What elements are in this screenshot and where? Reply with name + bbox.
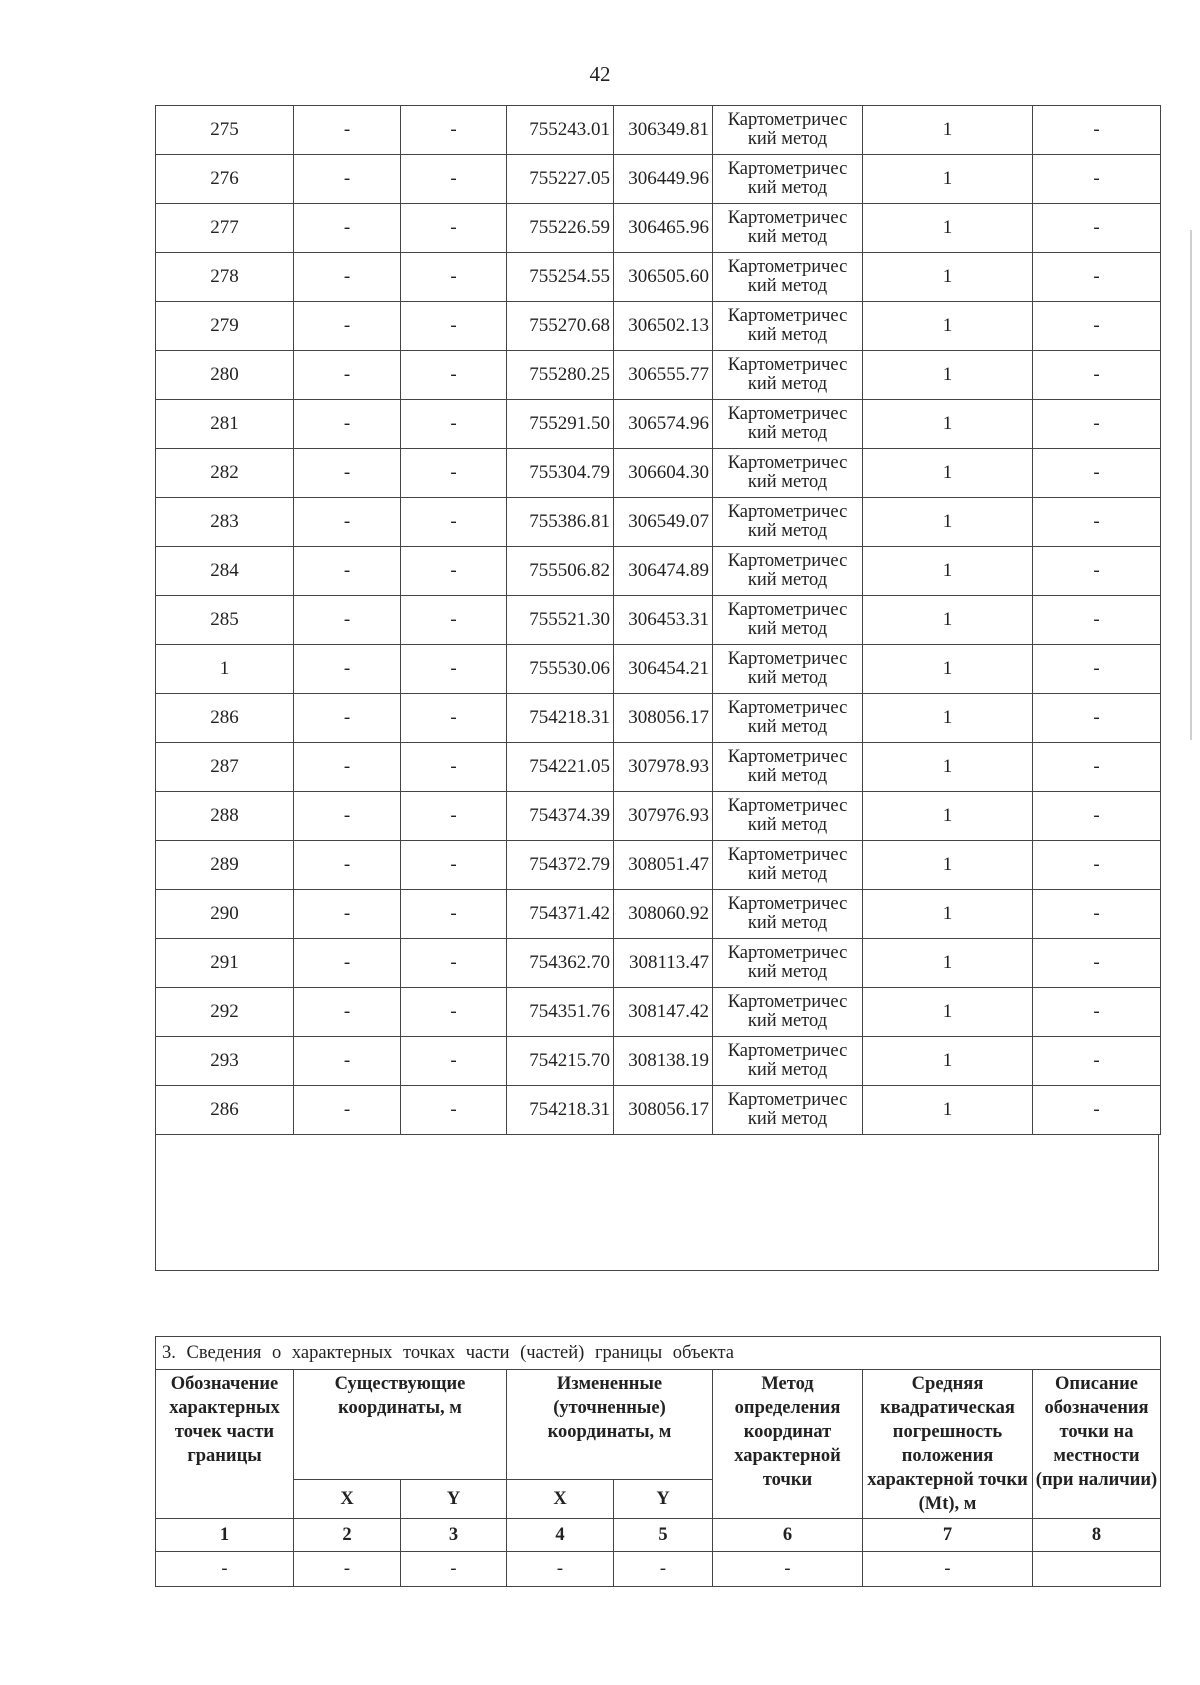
method-cell — [713, 645, 863, 694]
y-cell: 308060.92 — [614, 890, 713, 939]
point-cell: 281 — [156, 400, 294, 449]
page-number: 42 — [589, 62, 611, 86]
header-changed-coords: Измененные (уточненные) координаты, м — [507, 1370, 713, 1480]
y-cell: 306449.96 — [614, 155, 713, 204]
method-line-2: кий метод — [747, 374, 828, 394]
column-index: 6 — [713, 1519, 863, 1552]
section-3-title: 3. Сведения о характерных точках части (частей) границы объекта — [156, 1337, 1161, 1370]
x-cell: 754218.31 — [507, 694, 614, 743]
method-line-2: кий метод — [747, 815, 828, 835]
x-cell: 754351.76 — [507, 988, 614, 1037]
description-cell: - — [1033, 547, 1161, 596]
column-index: 8 — [1033, 1519, 1161, 1552]
accuracy-cell: 1 — [863, 106, 1033, 155]
x-cell: 755291.50 — [507, 400, 614, 449]
y-cell: 306454.21 — [614, 645, 713, 694]
method-line-2: кий метод — [747, 913, 828, 933]
method-cell — [713, 498, 863, 547]
description-cell: - — [1033, 1086, 1161, 1135]
table-row — [156, 351, 1161, 400]
table-row — [156, 792, 1161, 841]
x-cell: 755530.06 — [507, 645, 614, 694]
method-cell — [713, 351, 863, 400]
method-line-1: Картометричес — [727, 649, 848, 669]
description-cell: - — [1033, 645, 1161, 694]
y-cell: 307978.93 — [614, 743, 713, 792]
existing-y-cell: - — [401, 1086, 507, 1135]
method-line-2: кий метод — [747, 619, 828, 639]
y-cell: 308056.17 — [614, 1086, 713, 1135]
y-cell: 306502.13 — [614, 302, 713, 351]
existing-x-cell: - — [294, 547, 401, 596]
existing-y-cell: - — [401, 890, 507, 939]
table-row — [156, 939, 1161, 988]
column-index: 7 — [863, 1519, 1033, 1552]
method-cell — [713, 204, 863, 253]
empty-area — [155, 1135, 1159, 1271]
accuracy-cell: 1 — [863, 743, 1033, 792]
point-cell: 286 — [156, 694, 294, 743]
header-method: Метод определения координат характерной точки — [713, 1370, 863, 1519]
x-cell: 754218.31 — [507, 1086, 614, 1135]
method-line-1: Картометричес — [727, 551, 848, 571]
method-cell — [713, 1086, 863, 1135]
table-row — [156, 743, 1161, 792]
description-cell: - — [1033, 596, 1161, 645]
table-row — [156, 400, 1161, 449]
y-cell: 306453.31 — [614, 596, 713, 645]
existing-y-cell: - — [401, 400, 507, 449]
existing-x-cell: - — [294, 106, 401, 155]
point-cell: 286 — [156, 1086, 294, 1135]
section-3-cell: - — [507, 1552, 614, 1587]
x-cell: 755506.82 — [507, 547, 614, 596]
accuracy-cell: 1 — [863, 1037, 1033, 1086]
existing-y-cell: - — [401, 1037, 507, 1086]
method-cell — [713, 400, 863, 449]
description-cell: - — [1033, 939, 1161, 988]
table-row — [156, 841, 1161, 890]
method-line-1: Картометричес — [727, 355, 848, 375]
method-line-1: Картометричес — [727, 992, 848, 1012]
description-cell: - — [1033, 351, 1161, 400]
table-row — [156, 155, 1161, 204]
accuracy-cell: 1 — [863, 155, 1033, 204]
section-3-cell: - — [401, 1552, 507, 1587]
method-line-2: кий метод — [747, 472, 828, 492]
column-index-row — [156, 1519, 1161, 1552]
table-row — [156, 302, 1161, 351]
y-cell: 306549.07 — [614, 498, 713, 547]
existing-y-cell: - — [401, 351, 507, 400]
existing-x-cell: - — [294, 939, 401, 988]
existing-x-cell: - — [294, 743, 401, 792]
method-line-1: Картометричес — [727, 306, 848, 326]
description-cell: - — [1033, 204, 1161, 253]
method-cell — [713, 694, 863, 743]
x-cell: 755243.01 — [507, 106, 614, 155]
existing-x-cell: - — [294, 596, 401, 645]
method-line-1: Картометричес — [727, 502, 848, 522]
method-line-1: Картометричес — [727, 894, 848, 914]
method-cell — [713, 155, 863, 204]
description-cell: - — [1033, 302, 1161, 351]
method-line-2: кий метод — [747, 766, 828, 786]
accuracy-cell: 1 — [863, 253, 1033, 302]
accuracy-cell: 1 — [863, 498, 1033, 547]
point-cell: 278 — [156, 253, 294, 302]
method-line-2: кий метод — [747, 276, 828, 296]
x-cell: 754215.70 — [507, 1037, 614, 1086]
x-cell: 755304.79 — [507, 449, 614, 498]
x-cell: 754374.39 — [507, 792, 614, 841]
point-cell: 1 — [156, 645, 294, 694]
point-cell: 277 — [156, 204, 294, 253]
description-cell: - — [1033, 841, 1161, 890]
accuracy-cell: 1 — [863, 1086, 1033, 1135]
existing-x-cell: - — [294, 645, 401, 694]
method-line-2: кий метод — [747, 178, 828, 198]
existing-x-cell: - — [294, 841, 401, 890]
method-line-1: Картометричес — [727, 453, 848, 473]
y-cell: 308051.47 — [614, 841, 713, 890]
description-cell: - — [1033, 792, 1161, 841]
column-index: 5 — [614, 1519, 713, 1552]
header-changed-y: Y — [614, 1480, 713, 1519]
x-cell: 754372.79 — [507, 841, 614, 890]
existing-x-cell: - — [294, 302, 401, 351]
section-3-cell: - — [614, 1552, 713, 1587]
point-cell: 279 — [156, 302, 294, 351]
existing-x-cell: - — [294, 204, 401, 253]
header-existing-coords: Существующие координаты, м — [294, 1370, 507, 1480]
existing-x-cell: - — [294, 694, 401, 743]
header-changed-x: X — [507, 1480, 614, 1519]
point-cell: 292 — [156, 988, 294, 1037]
x-cell: 755280.25 — [507, 351, 614, 400]
description-cell: - — [1033, 694, 1161, 743]
point-cell: 284 — [156, 547, 294, 596]
point-cell: 287 — [156, 743, 294, 792]
existing-x-cell: - — [294, 988, 401, 1037]
accuracy-cell: 1 — [863, 351, 1033, 400]
x-cell: 755254.55 — [507, 253, 614, 302]
description-cell: - — [1033, 400, 1161, 449]
table-row — [156, 498, 1161, 547]
method-cell — [713, 302, 863, 351]
x-cell: 754362.70 — [507, 939, 614, 988]
accuracy-cell: 1 — [863, 204, 1033, 253]
method-line-1: Картометричес — [727, 208, 848, 228]
section-3-table — [155, 1336, 1161, 1587]
column-index: 4 — [507, 1519, 614, 1552]
existing-x-cell: - — [294, 498, 401, 547]
y-cell: 308056.17 — [614, 694, 713, 743]
table-row — [156, 1086, 1161, 1135]
description-cell: - — [1033, 1037, 1161, 1086]
y-cell: 306349.81 — [614, 106, 713, 155]
existing-x-cell: - — [294, 449, 401, 498]
table-row — [156, 106, 1161, 155]
method-line-2: кий метод — [747, 717, 828, 737]
point-cell: 289 — [156, 841, 294, 890]
method-line-2: кий метод — [747, 1109, 828, 1129]
section-3 — [155, 1336, 1160, 1587]
x-cell: 754371.42 — [507, 890, 614, 939]
column-index: 2 — [294, 1519, 401, 1552]
section-3-cell — [1033, 1552, 1161, 1587]
method-cell — [713, 939, 863, 988]
y-cell: 306604.30 — [614, 449, 713, 498]
method-cell — [713, 106, 863, 155]
method-line-1: Картометричес — [727, 257, 848, 277]
accuracy-cell: 1 — [863, 694, 1033, 743]
table-row — [156, 547, 1161, 596]
point-cell: 291 — [156, 939, 294, 988]
point-cell: 283 — [156, 498, 294, 547]
table-row — [156, 890, 1161, 939]
method-line-1: Картометричес — [727, 600, 848, 620]
method-cell — [713, 841, 863, 890]
accuracy-cell: 1 — [863, 547, 1033, 596]
existing-y-cell: - — [401, 449, 507, 498]
method-cell — [713, 596, 863, 645]
x-cell: 755226.59 — [507, 204, 614, 253]
description-cell: - — [1033, 155, 1161, 204]
scan-edge-line — [1190, 230, 1192, 740]
accuracy-cell: 1 — [863, 449, 1033, 498]
method-line-2: кий метод — [747, 962, 828, 982]
accuracy-cell: 1 — [863, 302, 1033, 351]
header-point-designation: Обозначение характерных точек части границы — [156, 1370, 294, 1519]
method-line-1: Картометричес — [727, 404, 848, 424]
table-row — [156, 596, 1161, 645]
y-cell: 307976.93 — [614, 792, 713, 841]
existing-y-cell: - — [401, 841, 507, 890]
description-cell: - — [1033, 890, 1161, 939]
y-cell: 306465.96 — [614, 204, 713, 253]
method-cell — [713, 253, 863, 302]
description-cell: - — [1033, 743, 1161, 792]
method-line-1: Картометричес — [727, 159, 848, 179]
existing-y-cell: - — [401, 106, 507, 155]
coordinates-table — [155, 105, 1161, 1135]
accuracy-cell: 1 — [863, 890, 1033, 939]
section-3-cell: - — [294, 1552, 401, 1587]
point-cell: 288 — [156, 792, 294, 841]
y-cell: 306574.96 — [614, 400, 713, 449]
method-line-2: кий метод — [747, 1011, 828, 1031]
y-cell: 306555.77 — [614, 351, 713, 400]
section-3-cell: - — [713, 1552, 863, 1587]
description-cell: - — [1033, 498, 1161, 547]
existing-y-cell: - — [401, 792, 507, 841]
x-cell: 755386.81 — [507, 498, 614, 547]
x-cell: 755270.68 — [507, 302, 614, 351]
description-cell: - — [1033, 988, 1161, 1037]
method-line-2: кий метод — [747, 668, 828, 688]
point-cell: 290 — [156, 890, 294, 939]
method-line-2: кий метод — [747, 423, 828, 443]
point-cell: 280 — [156, 351, 294, 400]
existing-x-cell: - — [294, 400, 401, 449]
column-index: 3 — [401, 1519, 507, 1552]
existing-y-cell: - — [401, 988, 507, 1037]
method-line-2: кий метод — [747, 227, 828, 247]
existing-y-cell: - — [401, 253, 507, 302]
y-cell: 308113.47 — [614, 939, 713, 988]
table-row — [156, 253, 1161, 302]
method-cell — [713, 890, 863, 939]
header-description: Описание обозначения точки на местности (при наличии) — [1033, 1370, 1161, 1519]
method-line-1: Картометричес — [727, 1090, 848, 1110]
method-line-1: Картометричес — [727, 845, 848, 865]
existing-x-cell: - — [294, 1037, 401, 1086]
existing-y-cell: - — [401, 547, 507, 596]
method-line-2: кий метод — [747, 521, 828, 541]
x-cell: 754221.05 — [507, 743, 614, 792]
method-cell — [713, 988, 863, 1037]
existing-x-cell: - — [294, 1086, 401, 1135]
existing-y-cell: - — [401, 498, 507, 547]
point-cell: 285 — [156, 596, 294, 645]
method-cell — [713, 547, 863, 596]
method-line-1: Картометричес — [727, 747, 848, 767]
method-line-1: Картометричес — [727, 943, 848, 963]
section-3-cell: - — [156, 1552, 294, 1587]
accuracy-cell: 1 — [863, 792, 1033, 841]
method-cell — [713, 449, 863, 498]
method-cell — [713, 1037, 863, 1086]
coordinates-table-body — [156, 106, 1161, 1135]
accuracy-cell: 1 — [863, 988, 1033, 1037]
method-line-1: Картометричес — [727, 796, 848, 816]
accuracy-cell: 1 — [863, 939, 1033, 988]
header-existing-x: X — [294, 1480, 401, 1519]
y-cell: 306474.89 — [614, 547, 713, 596]
coordinates-sheet — [155, 105, 1160, 1271]
point-cell: 275 — [156, 106, 294, 155]
point-cell: 282 — [156, 449, 294, 498]
x-cell: 755521.30 — [507, 596, 614, 645]
section-3-cell: - — [863, 1552, 1033, 1587]
method-line-1: Картометричес — [727, 698, 848, 718]
table-row — [156, 449, 1161, 498]
existing-x-cell: - — [294, 890, 401, 939]
method-cell — [713, 743, 863, 792]
existing-y-cell: - — [401, 596, 507, 645]
description-cell: - — [1033, 106, 1161, 155]
y-cell: 306505.60 — [614, 253, 713, 302]
table-row — [156, 988, 1161, 1037]
method-line-2: кий метод — [747, 325, 828, 345]
accuracy-cell: 1 — [863, 400, 1033, 449]
existing-x-cell: - — [294, 351, 401, 400]
existing-y-cell: - — [401, 204, 507, 253]
existing-y-cell: - — [401, 155, 507, 204]
header-accuracy: Средняя квадратическая погрешность положения характерной точки (Mt), м — [863, 1370, 1033, 1519]
method-line-1: Картометричес — [727, 1041, 848, 1061]
existing-x-cell: - — [294, 253, 401, 302]
accuracy-cell: 1 — [863, 841, 1033, 890]
method-line-2: кий метод — [747, 1060, 828, 1080]
table-row — [156, 645, 1161, 694]
method-line-1: Картометричес — [727, 110, 848, 130]
existing-y-cell: - — [401, 939, 507, 988]
y-cell: 308147.42 — [614, 988, 713, 1037]
table-row — [156, 204, 1161, 253]
existing-y-cell: - — [401, 302, 507, 351]
method-line-2: кий метод — [747, 129, 828, 149]
description-cell: - — [1033, 253, 1161, 302]
method-line-2: кий метод — [747, 570, 828, 590]
accuracy-cell: 1 — [863, 645, 1033, 694]
method-line-2: кий метод — [747, 864, 828, 884]
table-row — [156, 1037, 1161, 1086]
existing-x-cell: - — [294, 155, 401, 204]
section-3-data-row — [156, 1552, 1161, 1587]
y-cell: 308138.19 — [614, 1037, 713, 1086]
column-index: 1 — [156, 1519, 294, 1552]
point-cell: 276 — [156, 155, 294, 204]
header-existing-y: Y — [401, 1480, 507, 1519]
existing-x-cell: - — [294, 792, 401, 841]
existing-y-cell: - — [401, 743, 507, 792]
accuracy-cell: 1 — [863, 596, 1033, 645]
point-cell: 293 — [156, 1037, 294, 1086]
description-cell: - — [1033, 449, 1161, 498]
method-cell — [713, 792, 863, 841]
table-row — [156, 694, 1161, 743]
x-cell: 755227.05 — [507, 155, 614, 204]
existing-y-cell: - — [401, 694, 507, 743]
existing-y-cell: - — [401, 645, 507, 694]
